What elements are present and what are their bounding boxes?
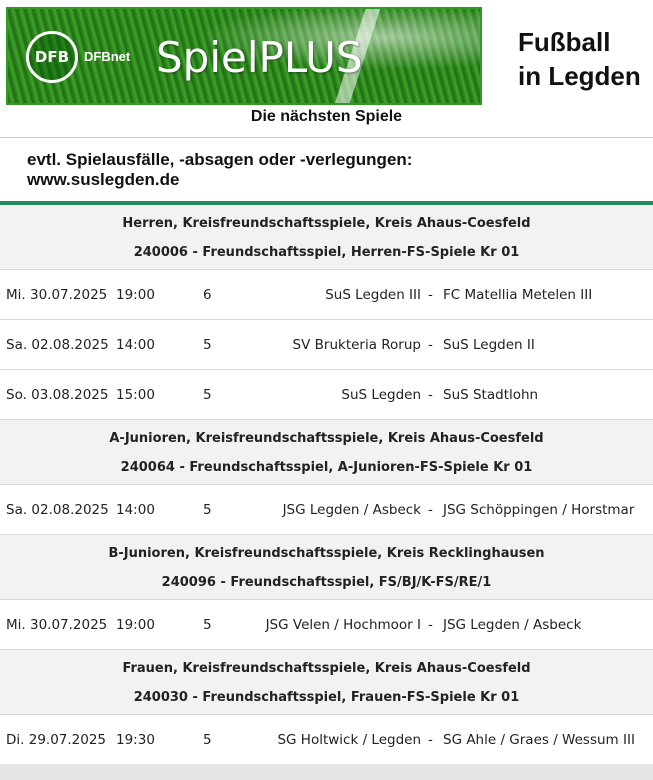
away-team: SG Ahle / Graes / Wessum III xyxy=(443,732,635,748)
team-separator: - xyxy=(428,617,433,633)
away-team: JSG Legden / Asbeck xyxy=(443,617,582,633)
match-row[interactable] xyxy=(0,600,653,650)
match-time: 19:00 xyxy=(116,617,155,633)
team-separator: - xyxy=(428,337,433,353)
group-title: B-Junioren, Kreisfreundschaftsspiele, Kreis Recklinghausen xyxy=(108,546,545,561)
home-team: SG Holtwick / Legden xyxy=(277,732,421,748)
banner-title-line2: in Legden xyxy=(518,61,641,91)
group-header xyxy=(0,535,653,600)
away-team: SuS Stadtlohn xyxy=(443,387,539,403)
match-time: 14:00 xyxy=(116,502,155,518)
group-subtitle: 240006 - Freundschaftsspiel, Herren-FS-Spiele Kr 01 xyxy=(133,245,520,260)
match-date: Sa. 02.08.2025 xyxy=(6,337,109,353)
banner-title xyxy=(488,8,648,104)
group-subtitle: 240064 - Freundschaftsspiel, A-Junioren-FS-Spiele Kr 01 xyxy=(120,460,533,475)
away-team: JSG Schöppingen / Horstmar xyxy=(443,502,635,518)
header-banner xyxy=(0,0,653,107)
match-number: 5 xyxy=(203,337,212,353)
match-row[interactable] xyxy=(0,270,653,320)
match-date: Mi. 30.07.2025 xyxy=(6,617,108,633)
match-date: Sa. 02.08.2025 xyxy=(6,502,109,518)
match-time: 19:00 xyxy=(116,287,155,303)
group-header xyxy=(0,650,653,715)
group-title: A-Junioren, Kreisfreundschaftsspiele, Kreis Ahaus-Coesfeld xyxy=(109,431,544,446)
group-subtitle: 240030 - Freundschaftsspiel, Frauen-FS-Spiele Kr 01 xyxy=(133,690,520,705)
match-row[interactable] xyxy=(0,715,653,765)
match-time: 19:30 xyxy=(116,732,155,748)
group-header xyxy=(0,420,653,485)
match-number: 6 xyxy=(203,287,212,303)
team-separator: - xyxy=(428,502,433,518)
team-separator: - xyxy=(428,287,433,303)
matches-table xyxy=(0,205,653,765)
match-number: 5 xyxy=(203,502,212,518)
match-date: Mi. 30.07.2025 xyxy=(6,287,108,303)
match-number: 5 xyxy=(203,732,212,748)
notice-text xyxy=(27,150,412,190)
match-row[interactable] xyxy=(0,320,653,370)
home-team: JSG Legden / Asbeck xyxy=(282,502,421,518)
match-date: Di. 29.07.2025 xyxy=(6,732,107,748)
home-team: SuS Legden III xyxy=(325,287,421,303)
group-subtitle: 240096 - Freundschaftsspiel, FS/BJ/K-FS/RE/1 xyxy=(161,575,492,590)
dfb-logo-icon: DFB xyxy=(26,31,78,83)
team-separator: - xyxy=(428,387,433,403)
group-header xyxy=(0,205,653,270)
match-time: 15:00 xyxy=(116,387,155,403)
match-row[interactable] xyxy=(0,485,653,535)
match-number: 5 xyxy=(203,387,212,403)
dfbnet-label: DFBnet xyxy=(84,49,131,64)
notice-link[interactable]: www.suslegden.de xyxy=(27,170,180,189)
match-row[interactable] xyxy=(0,370,653,420)
page-subtitle: Die nächsten Spiele xyxy=(250,108,403,125)
home-team: SuS Legden xyxy=(341,387,421,403)
group-title: Frauen, Kreisfreundschaftsspiele, Kreis Ahaus-Coesfeld xyxy=(122,661,531,676)
match-date: So. 03.08.2025 xyxy=(6,387,109,403)
banner-title-line1: Fußball xyxy=(518,27,611,57)
match-time: 14:00 xyxy=(116,337,155,353)
spielplus-banner-image xyxy=(6,7,482,105)
spielplus-logo-text: SpielPLUS xyxy=(156,33,363,82)
team-separator: - xyxy=(428,732,433,748)
away-team: SuS Legden II xyxy=(443,337,535,353)
home-team: JSG Velen / Hochmoor I xyxy=(265,617,421,633)
group-title: Herren, Kreisfreundschaftsspiele, Kreis Ahaus-Coesfeld xyxy=(122,216,531,231)
match-number: 5 xyxy=(203,617,212,633)
notice-line1: evtl. Spielausfälle, -absagen oder -verlegungen: xyxy=(27,150,413,169)
divider xyxy=(0,137,653,138)
away-team: FC Matellia Metelen III xyxy=(443,287,593,303)
table-footer xyxy=(0,764,653,780)
home-team: SV Brukteria Rorup xyxy=(292,337,421,353)
